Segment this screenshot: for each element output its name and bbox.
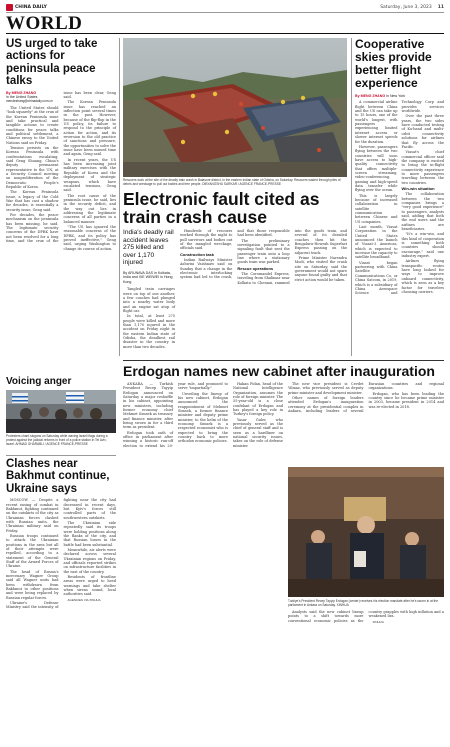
paragraph: Ukraine's Defense Ministry said the intensity of fighting near the city had decreased in recent days, but Kyiv's forces still controlled parts of the southwestern outskirts. bbox=[6, 498, 116, 610]
erdogan-body bbox=[123, 382, 283, 622]
paragraph: Last month, Viasat Corporation in the United States announced the launch of Viasat-3 Americas, which is expected to increase the capacity to satellite broadband. bbox=[355, 225, 398, 260]
paragraph: Viasat's chief commercial officer said the company is excited to bring the in-flight connectivity experience to more passengers traveling between the two countries. bbox=[401, 150, 444, 185]
erdogan-body-right bbox=[288, 382, 444, 480]
us-byline: By MENG ZHANG bbox=[6, 90, 37, 95]
voicing-caption: Protesters chant slogans on Saturday while waving Israeli flags during a protest against the judicial reforms in front of a police station in Tel Aviv, Israel. AHMAD GHARABLI / AGENCE FRANCE-PRESSE bbox=[6, 433, 108, 446]
paragraph: Analysts said the new cabinet lineup points to a shift towards more conventional economic policies as the country grapples with high inflation and a weakened lira. bbox=[288, 610, 444, 623]
paragraph: Prime Minister Narendra Modi, who visited the crash site on Saturday, said the government would not spare anyone found guilty and that strict action would be taken. bbox=[294, 256, 347, 282]
credit: XINHUA bbox=[372, 619, 384, 624]
paragraph: Tension persists on the Korean Peninsula with confrontations escalating, said Geng Shuang, China's deputy permanent representative to the UN, at a Security Council meeting on nonproliferation of the Democratic People's Republic of Korea. bbox=[6, 145, 59, 190]
column-rule bbox=[119, 38, 120, 356]
voicing-anger-block bbox=[6, 377, 116, 453]
paragraph: Meanwhile, air alerts were declared across several Ukrainian regions on Friday, and officials reported strikes on infrastructure facilities in the east of the country. bbox=[63, 548, 116, 574]
cooperative-article bbox=[355, 38, 444, 356]
train-crash-photo bbox=[123, 38, 347, 177]
credit: AGENCIES VIA XINHUA bbox=[67, 597, 101, 602]
paragraph: MOSCOW — Despite a recent easing of combat in Bakhmut, fighting continued on the outskirts of the city as Ukrainian forces clashed with Russian units, the Ukrainian military said on Friday. bbox=[6, 498, 59, 533]
train-body-col1 bbox=[123, 287, 175, 353]
cooperative-headline: Cooperative skies provide better flight experience bbox=[355, 37, 432, 90]
paragraph: Russian troops continued to attack the Ukrainian positions in the area but all of their attempts were repelled, according to a statement of the General Staff of the Armed Forces of Ukraine. bbox=[6, 533, 59, 569]
erdogan-headline: Erdogan names new cabinet after inauguration bbox=[123, 363, 435, 379]
paragraph: Yasar Guler, who previously served as the chief of general staff and is seen as a hardliner on national security issues, takes on the role of defense minister. bbox=[233, 417, 283, 448]
paragraph: Indian Railways Minister Ashwini Vaishnaw said on Sunday that a change in the electronic interlocking system had led to the crash, and that those responsible had been identified. bbox=[180, 229, 290, 280]
paragraph: Erdogan, who has been leading the country since he became prime minister in 2003, became president in 2014 and was re-elected in 2018. bbox=[368, 391, 444, 409]
paragraph: Over the past three years, the two sides have conducted testing of Ka-band and multi-orbit connectivity solutions for airlines that fly across the Pacific. bbox=[401, 114, 444, 149]
bakhmut-headline: Clashes near Bakhmut continue, Ukraine says bbox=[6, 458, 110, 495]
train-article bbox=[123, 190, 347, 356]
section-title: WORLD bbox=[6, 14, 444, 34]
paragraph: The Korean Peninsula issue, a legacy of the Cold War that has cast a shadow for decades, is essentially a security issue, Geng said. bbox=[6, 190, 59, 212]
us-byline-meta: in the United States bbox=[6, 95, 38, 100]
paragraph: Airlines flying transpacific routes have long looked for ways to improve onboard connectivity, which is seen as a key factor for travelers choosing carriers. bbox=[401, 259, 444, 294]
paragraph: Hakan Fidan, head of the National Intelligence Organization, assumes the role of foreign minister. The 55-year-old is a close confidant of Erdogan and has played a key role in Turkey's foreign policy. bbox=[233, 382, 283, 417]
paragraph: The new vice president is Cevdet Yilmaz, who previously served as deputy prime minister and development minister. bbox=[288, 382, 364, 395]
us-article-body bbox=[6, 91, 116, 251]
erdogan-photo bbox=[288, 467, 444, 597]
train-deck: India's deadly rail accident leaves 275 killed and over 1,170 injured bbox=[123, 229, 174, 267]
paragraph: However, passengers flying between the two countries will soon have access to high-quality connectivity that offers multiple-screen streaming, video-conferencing, gaming and high-speed data transfer while flying over the ocean. bbox=[355, 144, 398, 193]
paragraph: The United States should "look squarely" at the crux of the Korean Peninsula issue and take practical and tangible actions to create conditions for peace talks and political settlement, a Chinese envoy to the United Nations said on Friday. bbox=[6, 105, 59, 145]
newspaper-logo bbox=[6, 4, 47, 11]
train-subhead: Rescue operations bbox=[237, 265, 274, 271]
column-rule bbox=[351, 38, 352, 356]
page-header bbox=[6, 3, 444, 13]
paragraph: Hundreds of rescuers worked through the night to pull survivors and bodies out of the mangled wreckage, officials said. bbox=[180, 229, 233, 251]
erdogan-caption: Turkiye's President Recep Tayyip Erdogan (center) receives his election mandate after he's sworn in at the parliament in Ankara on Saturday. XINHUA bbox=[288, 599, 439, 607]
erdogan-body-lower bbox=[288, 610, 444, 720]
paragraph: Other names of foreign leaders attended Erdogan's inauguration ceremony at the presidential complex in Ankara, including leaders of several Eurasian countries and regional organizations. bbox=[288, 382, 444, 414]
paragraph: Erdogan took oath of office in parliament after winning a historic run-off election to extend his 20-year rule, and promised to serve "impartially." bbox=[123, 382, 228, 448]
protest-photo bbox=[6, 390, 116, 433]
paragraph: A commercial airline flight between China and the US can take up to 15 hours, one of the world's longest, with passengers experiencing limited internet access or slower internet speeds for the duration. bbox=[355, 100, 398, 144]
paragraph: The root cause of the peninsula issue, he said, lies in the security deficit, and the way out lies in addressing the legitimate concerns of all parties in a balanced manner. bbox=[63, 193, 116, 224]
train-subhead: Construction task bbox=[180, 251, 215, 257]
paragraph: "It's a win-win, and this kind of cooperation is something both countries should encourage," said one industry expert. bbox=[401, 232, 444, 259]
train-byline: By ARUNAVA DAS in Kolkata, India and XIE WEIWEI in Hong Kong bbox=[123, 270, 173, 284]
divider bbox=[123, 360, 444, 361]
train-photo-caption: Rescuers work at the site of the deadly train crash in Balasore district, in the eastern Indian state of Odisha, on Saturday. Rescuers waded through piles of debris and wreckage to pull out bodies and free people. DIBYANGSHU SARKAR / AGENCE FRANCE-PRESSE bbox=[123, 178, 341, 186]
us-article bbox=[6, 38, 116, 275]
voicing-headline: Voicing anger bbox=[6, 376, 72, 387]
paragraph: The Ukrainian side repeatedly said its troops were holding positions along the flanks of the city, and that Russian losses in the battle had been substantial. bbox=[63, 520, 116, 547]
paragraph: Tangled train carriages were on top of one another, a few coaches had plunged into a nearby water body and an engine sat atop of flight car. bbox=[123, 287, 175, 313]
bakhmut-body bbox=[6, 498, 116, 728]
bakhmut-article bbox=[6, 458, 116, 718]
brand-name: CHINA DAILY bbox=[15, 5, 47, 10]
paragraph: The Coromandel Express, traveling from Shalimar near Kolkata to Chennai, rammed into the goods train, and several of its derailed coaches then hit the Bengaluru-Howrah Superfast Express passing on the adjacent track. bbox=[237, 229, 347, 285]
cooperative-subhead: Win-win situation bbox=[401, 185, 435, 191]
train-headline: Electronic fault cited as train crash cause bbox=[123, 189, 320, 227]
cooperative-byline-meta: in New York bbox=[386, 94, 406, 98]
divider bbox=[6, 455, 116, 456]
us-article-headline: US urged to take actions for peninsula peace talks bbox=[6, 38, 98, 88]
logo-icon bbox=[6, 4, 13, 11]
cooperative-byline: By MENG ZHANG bbox=[355, 94, 386, 98]
paragraph: The head of Russia's mercenary Wagner Group said all Wagner units had been withdrawn from Bakhmut to other positions and were being replaced by Russian regular forces. bbox=[6, 569, 59, 600]
us-email[interactable]: mendezhang@chinadaily.com.cn bbox=[6, 99, 53, 104]
paragraph: Unveiling the lineup of his new cabinet, Erdogan announced the reappointment of Mehmet Simsek, a former finance minister and deputy prime minister, to the helm of the economy. Simsek is a respected economist who is expected to bring the country back to more orthodox economic policies. bbox=[178, 391, 228, 444]
paragraph: In recent years, the US has been increasing joint military exercises with the Republic of Korea and the deployment of strategic weapons, which have escalated tensions, Geng said. bbox=[63, 157, 116, 193]
paragraph: The Korean Peninsula issue has reached an inflection point several times in the past. However, because of the flip-flop in the US policy, its failure to respond to the principle of action for action, and its reversion to the old practice of sanctions and pressure, the opportunities to solve the issue have been missed time and again, Geng said. bbox=[63, 100, 116, 157]
paragraph: For decades, the peace mechanism on the peninsula has been missing, he said. The legitimate security concerns of the DPRK have not been resolved for a long time, and the crux of the issue has been clear, Geng said. bbox=[6, 90, 116, 244]
paragraph: Viasat began partnering with China Satellite Communications Co, or China Satcom, in 2019, which is a subsidiary of China Aerospace Science and Technology Corp and provides services worldwide. bbox=[355, 100, 444, 296]
paragraph: In total, at least 275 people were killed and more than 1,170 injured in the accident on Friday night in the eastern Indian state of Odisha, the deadliest rail disaster in the country in more than two decades. bbox=[123, 314, 175, 349]
cooperative-body bbox=[355, 100, 444, 345]
paragraph: Residents of frontline areas were urged to heed warnings and take shelter when sirens sound, local authorities said. bbox=[63, 575, 116, 597]
issue-date: Saturday, June 3, 2023 bbox=[380, 5, 432, 10]
page-number: 11 bbox=[437, 5, 444, 10]
paragraph: "The US has ignored the reasonable concerns of the DPRK, and its policy has proved ineffective," Geng said, urging Washington to change its course of action. bbox=[63, 224, 116, 251]
paragraph: The collaboration between the two companies brings a "very good experience" to passengers, analysts said, adding that both the end users and the airlines are beneficiaries. bbox=[401, 192, 444, 232]
paragraph: This is largely because of increased collaboration in satellite communication between Chinese and US companies. bbox=[355, 193, 398, 224]
paragraph: The preliminary investigation pointed to a signaling fault that sent the passenger train onto a loop line where a stationary goods train was parked. bbox=[237, 238, 290, 265]
paragraph: ANKARA — Turkish President Recep Tayyip Erdogan announced on Saturday a major reshuffle in his cabinet, appointing new ministers, including former economy chief Mehmet Simsek as treasury and finance minister, after being sworn in for a third term as president. bbox=[123, 382, 173, 430]
train-body bbox=[180, 229, 347, 357]
